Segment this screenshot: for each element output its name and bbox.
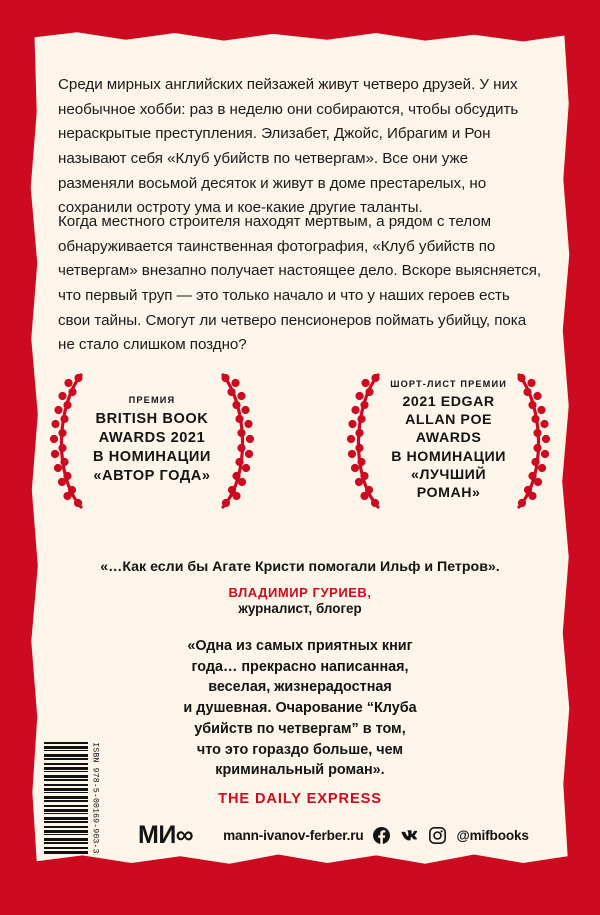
quote-2-line-5: убийств по четвергам” в том, bbox=[194, 720, 406, 737]
quote-2-line-2: года… прекрасно написанная, bbox=[191, 658, 409, 675]
review-quote-2 bbox=[140, 636, 460, 807]
award-right-line-2: ALLAN POE bbox=[405, 412, 493, 429]
award-left-text bbox=[89, 395, 215, 486]
social-media-handle[interactable]: @mifbooks bbox=[456, 827, 529, 843]
quote-2-line-6: что это гораздо больше, чем bbox=[196, 741, 404, 758]
award-right-line-5: «ЛУЧШИЙ bbox=[411, 466, 487, 483]
instagram-icon[interactable] bbox=[429, 827, 446, 844]
blurb-paragraph-1: Среди мирных английских пейзажей живут четверо друзей. У них необычное хобби: раз в неделю они собираются, чтобы обсудить нераскрытые преступления. Элизабет, Джойс, Ибрагим и Рон называют себя «Клуб убийств по четвергам». Все они уже разменяли восьмой десяток и живут в доме престарелых, но сохранили остроту ума и кое-какие другие таланты. bbox=[58, 76, 519, 217]
publisher-website-link[interactable]: mann-ivanov-ferber.ru bbox=[223, 827, 364, 843]
quote-2-line-4: и душевная. Очарование “Клуба bbox=[183, 700, 417, 717]
award-left-kicker: ПРЕМИЯ bbox=[128, 395, 176, 406]
quote-2-line-1: «Одна из самых приятных книг bbox=[187, 638, 413, 654]
laurel-left-open-icon bbox=[45, 371, 89, 511]
laurel-right-close-icon-2 bbox=[511, 371, 555, 511]
quote-1-role: журналист, блогер bbox=[238, 600, 362, 616]
award-badge-edgar-allan-poe-awards bbox=[342, 368, 555, 513]
award-left-line-1: BRITISH BOOK bbox=[95, 411, 209, 428]
award-badge-british-book-awards bbox=[45, 368, 259, 513]
mif-publisher-logo: МИ∞ bbox=[138, 820, 194, 849]
quote-2-line-7: криминальный роман». bbox=[215, 762, 385, 779]
blurb-paragraph-2: Когда местного строителя находят мертвым, а рядом с телом обнаруживается таинственная фотография, «Клуб убийств по четвергам» внезапно получает настоящее дело. Вскоре выясняется, что первый труп — это только начало и что у наших героев есть свои тайны. Смогут ли четверо пенсионеров поймать убийцу, пока не стало слишком поздно? bbox=[58, 213, 542, 354]
award-right-text bbox=[386, 379, 511, 501]
award-left-line-4: «АВТОР ГОДА» bbox=[93, 467, 211, 484]
review-quote-1 bbox=[50, 558, 550, 616]
award-right-lines bbox=[390, 393, 507, 501]
award-left-lines bbox=[93, 410, 211, 486]
vk-icon[interactable] bbox=[399, 827, 420, 844]
award-right-line-6: РОМАН» bbox=[416, 484, 481, 501]
quote-1-author: ВЛАДИМИР ГУРИЕВ, bbox=[228, 584, 372, 600]
isbn-number bbox=[88, 742, 102, 854]
award-right-kicker: ШОРТ-ЛИСТ ПРЕМИИ bbox=[390, 379, 507, 390]
quote-2-source: THE DAILY EXPRESS bbox=[218, 791, 382, 808]
laurel-left-open-icon-2 bbox=[342, 371, 386, 511]
quote-2-line-3: веселая, жизнерадостная bbox=[208, 679, 392, 696]
isbn-barcode bbox=[44, 742, 104, 854]
publisher-footer bbox=[138, 818, 538, 852]
award-left-line-2: AWARDS 2021 bbox=[98, 430, 206, 447]
isbn-label: ISBN 978-5-00169-903-3 bbox=[90, 742, 100, 854]
award-right-line-1: 2021 EDGAR bbox=[402, 394, 495, 411]
awards-section bbox=[45, 368, 555, 513]
quote-1-text: «…Как если бы Агате Кристи помогали Ильф и Петров». bbox=[100, 559, 500, 575]
award-right-line-3: AWARDS bbox=[415, 430, 482, 447]
award-right-line-4: В НОМИНАЦИИ bbox=[391, 448, 506, 465]
barcode-bars bbox=[44, 742, 88, 854]
laurel-right-close-icon bbox=[215, 371, 259, 511]
quote-2-text bbox=[140, 636, 460, 781]
award-left-line-3: В НОМИНАЦИИ bbox=[93, 449, 211, 465]
facebook-icon[interactable] bbox=[373, 827, 390, 844]
